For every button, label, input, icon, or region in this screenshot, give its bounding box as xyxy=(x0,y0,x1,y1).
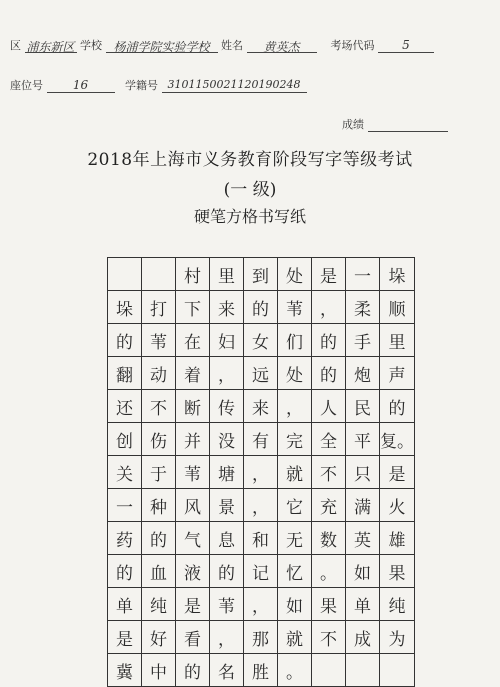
grid-cell: 为 xyxy=(380,621,415,654)
grid-cell: 们 xyxy=(278,324,312,357)
grid-cell xyxy=(108,258,142,291)
grid-cell: ， xyxy=(278,390,312,423)
grid-cell: 远 xyxy=(244,357,278,390)
grid-cell: 民 xyxy=(346,390,380,423)
grid-cell: 一 xyxy=(108,489,142,522)
grid-row xyxy=(108,456,415,489)
grid-cell: 景 xyxy=(210,489,244,522)
name-label: 姓名 xyxy=(221,39,243,52)
grid-cell: ， xyxy=(210,357,244,390)
grid-cell xyxy=(380,654,415,687)
district-label: 区 xyxy=(10,39,21,52)
grid-cell: 平 xyxy=(346,423,380,456)
grid-cell: 种 xyxy=(142,489,176,522)
grid-row xyxy=(108,654,415,687)
grid-cell: 果 xyxy=(312,588,346,621)
exam-code-label: 考场代码 xyxy=(330,39,375,52)
grid-cell: 果 xyxy=(380,555,415,588)
grid-cell: 只 xyxy=(346,456,380,489)
grid-cell: 风 xyxy=(176,489,210,522)
grid-cell: ， xyxy=(210,621,244,654)
grid-cell: 就 xyxy=(278,621,312,654)
grid-row xyxy=(108,390,415,423)
grid-cell: 全 xyxy=(312,423,346,456)
exam-title: 2018年上海市义务教育阶段写字等级考试 xyxy=(87,150,413,170)
grid-cell: 有 xyxy=(244,423,278,456)
grid-cell: 液 xyxy=(176,555,210,588)
student-id-value: 3101150021120190248 xyxy=(162,78,307,93)
grid-cell: 不 xyxy=(142,390,176,423)
grid-cell: 记 xyxy=(244,555,278,588)
grid-cell: 气 xyxy=(176,522,210,555)
grid-cell: 人 xyxy=(312,390,346,423)
grid-cell: 下 xyxy=(176,291,210,324)
grid-cell: 苇 xyxy=(142,324,176,357)
paper-title: 硬笔方格书写纸 xyxy=(193,207,306,226)
grid-cell: 断 xyxy=(176,390,210,423)
grid-cell: 看 xyxy=(176,621,210,654)
grid-cell: 苇 xyxy=(176,456,210,489)
school-label: 学校 xyxy=(80,39,102,52)
grid-cell: 的 xyxy=(312,324,346,357)
grid-row xyxy=(108,489,415,522)
grid-cell: 的 xyxy=(108,324,142,357)
grid-cell: ， xyxy=(244,489,278,522)
grid-cell: 胜 xyxy=(244,654,278,687)
grid-cell: 垛 xyxy=(380,258,415,291)
exam-code-value: 5 xyxy=(378,38,434,53)
writing-grid xyxy=(107,257,415,687)
grid-cell: 翻 xyxy=(108,357,142,390)
grid-cell: 和 xyxy=(244,522,278,555)
student-id-label: 学籍号 xyxy=(125,79,158,92)
grid-cell: 炮 xyxy=(346,357,380,390)
grid-cell: 于 xyxy=(142,456,176,489)
grid-cell: 数 xyxy=(312,522,346,555)
grid-cell: 雄 xyxy=(380,522,415,555)
grid-cell: 着 xyxy=(176,357,210,390)
score-label: 成绩 xyxy=(342,118,364,131)
grid-cell: 中 xyxy=(142,654,176,687)
grid-cell: 苇 xyxy=(210,588,244,621)
grid-cell: 还 xyxy=(108,390,142,423)
grid-cell: 的 xyxy=(380,390,415,423)
grid-row xyxy=(108,423,415,456)
grid-cell: 村 xyxy=(176,258,210,291)
grid-cell: 来 xyxy=(210,291,244,324)
grid-cell: 完 xyxy=(278,423,312,456)
grid-cell: 息 xyxy=(210,522,244,555)
grid-cell: 复。 xyxy=(380,423,415,456)
district-value: 浦东新区 xyxy=(26,40,75,54)
grid-cell: 如 xyxy=(346,555,380,588)
grid-cell: 处 xyxy=(278,258,312,291)
grid-cell: 手 xyxy=(346,324,380,357)
grid-cell: 冀 xyxy=(108,654,142,687)
grid-cell: 是 xyxy=(312,258,346,291)
grid-cell: 妇 xyxy=(210,324,244,357)
header-row-2 xyxy=(10,77,307,93)
grid-cell: 满 xyxy=(346,489,380,522)
grid-row xyxy=(108,522,415,555)
grid-cell: 单 xyxy=(108,588,142,621)
grid-cell: 并 xyxy=(176,423,210,456)
grid-cell: 苇 xyxy=(278,291,312,324)
grid-row xyxy=(108,555,415,588)
grid-cell: 充 xyxy=(312,489,346,522)
grid-cell: 英 xyxy=(346,522,380,555)
grid-cell: 伤 xyxy=(142,423,176,456)
header-row-1 xyxy=(10,37,490,53)
exam-level: (一 级) xyxy=(223,180,277,200)
grid-cell: 女 xyxy=(244,324,278,357)
grid-cell: 到 xyxy=(244,258,278,291)
grid-cell: 顺 xyxy=(380,291,415,324)
grid-cell: 无 xyxy=(278,522,312,555)
grid-cell: 塘 xyxy=(210,456,244,489)
grid-cell xyxy=(142,258,176,291)
grid-cell: 是 xyxy=(176,588,210,621)
grid-cell: 的 xyxy=(312,357,346,390)
grid-cell: 。 xyxy=(278,654,312,687)
grid-cell: 关 xyxy=(108,456,142,489)
grid-cell: 不 xyxy=(312,621,346,654)
grid-cell: 。 xyxy=(312,555,346,588)
grid-cell: 的 xyxy=(210,555,244,588)
grid-cell: 的 xyxy=(108,555,142,588)
grid-cell: 声 xyxy=(380,357,415,390)
grid-cell: 它 xyxy=(278,489,312,522)
grid-cell: 一 xyxy=(346,258,380,291)
seat-label: 座位号 xyxy=(10,79,43,92)
grid-cell: 的 xyxy=(142,522,176,555)
grid-cell: 传 xyxy=(210,390,244,423)
grid-cell: 纯 xyxy=(380,588,415,621)
grid-cell: ， xyxy=(244,588,278,621)
name-value: 黄英杰 xyxy=(247,38,317,53)
grid-cell: 不 xyxy=(312,456,346,489)
score-value xyxy=(368,117,448,132)
grid-cell: 药 xyxy=(108,522,142,555)
grid-cell: 没 xyxy=(210,423,244,456)
grid-cell: 就 xyxy=(278,456,312,489)
grid-cell: 是 xyxy=(108,621,142,654)
grid-cell: 纯 xyxy=(142,588,176,621)
grid-cell: 血 xyxy=(142,555,176,588)
score-row xyxy=(342,116,448,132)
grid-row xyxy=(108,588,415,621)
grid-cell: ， xyxy=(244,456,278,489)
grid-cell: 来 xyxy=(244,390,278,423)
grid-cell: 单 xyxy=(346,588,380,621)
grid-cell: 好 xyxy=(142,621,176,654)
grid-cell: 在 xyxy=(176,324,210,357)
grid-cell: ， xyxy=(312,291,346,324)
grid-cell: 里 xyxy=(210,258,244,291)
grid-row xyxy=(108,324,415,357)
grid-cell: 垛 xyxy=(108,291,142,324)
grid-row xyxy=(108,621,415,654)
seat-value: 16 xyxy=(47,78,115,93)
grid-cell: 是 xyxy=(380,456,415,489)
grid-cell: 柔 xyxy=(346,291,380,324)
grid-row xyxy=(108,258,415,291)
grid-cell: 里 xyxy=(380,324,415,357)
grid-cell: 火 xyxy=(380,489,415,522)
grid-cell: 创 xyxy=(108,423,142,456)
grid-row xyxy=(108,291,415,324)
grid-cell: 成 xyxy=(346,621,380,654)
grid-cell xyxy=(346,654,380,687)
grid-cell: 名 xyxy=(210,654,244,687)
grid-cell xyxy=(312,654,346,687)
grid-cell: 的 xyxy=(244,291,278,324)
grid-cell: 忆 xyxy=(278,555,312,588)
grid-cell: 打 xyxy=(142,291,176,324)
grid-cell: 动 xyxy=(142,357,176,390)
grid-row xyxy=(108,357,415,390)
school-value: 杨浦学院实验学校 xyxy=(106,38,218,53)
grid-cell: 那 xyxy=(244,621,278,654)
grid-cell: 如 xyxy=(278,588,312,621)
grid-cell: 的 xyxy=(176,654,210,687)
grid-cell: 处 xyxy=(278,357,312,390)
